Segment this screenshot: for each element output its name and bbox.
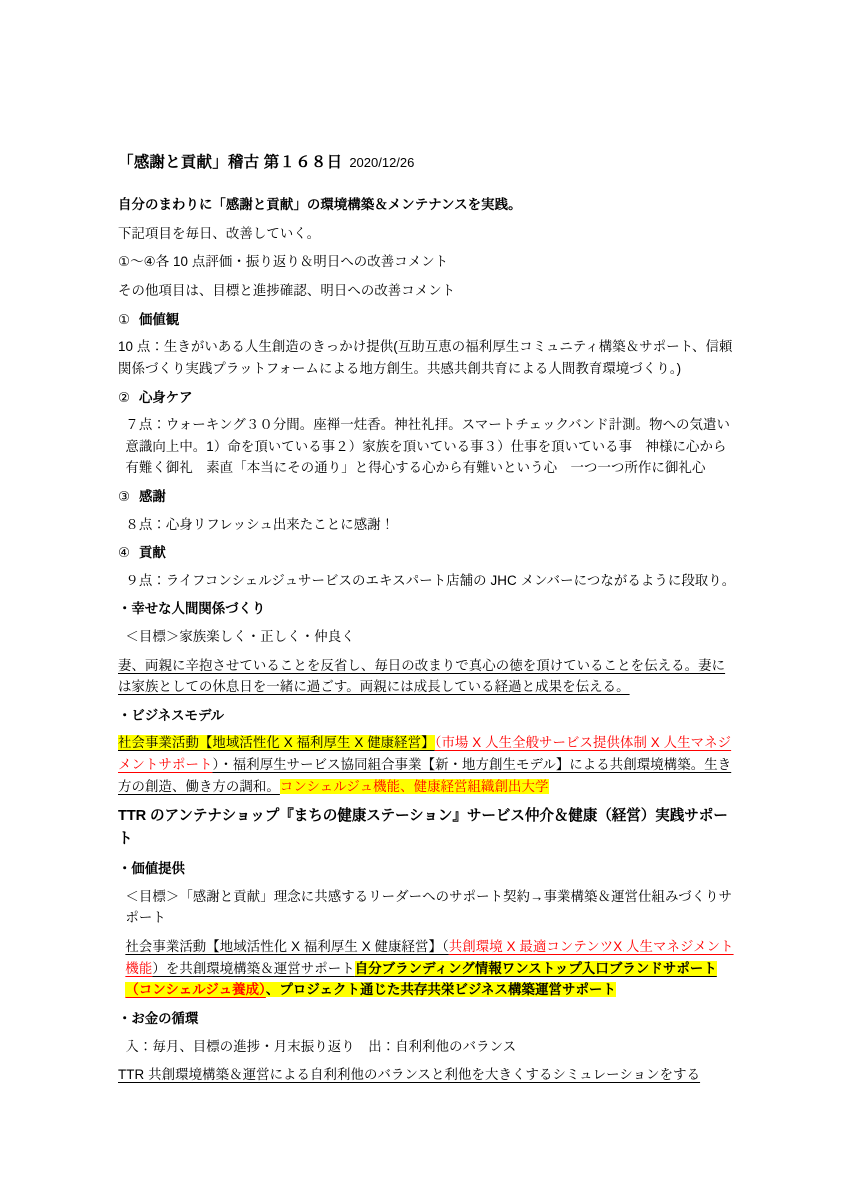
- business-model-highlight-tail: コンシェルジュ機能、健康経営組織創出大学: [279, 778, 549, 794]
- document-body: [118, 152, 738, 1093]
- item-2-marker: ②: [118, 389, 131, 405]
- section-heading-business-model: ・ビジネスモデル: [118, 707, 225, 723]
- ttr-antenna-shop-line: TTR のアンテナショップ『まちの健康ステーション』サービス仲介＆健康（経営）実践サポート: [118, 807, 728, 847]
- business-model-body: [118, 732, 738, 797]
- business-model-highlight-lead: 社会事業活動【地域活性化 X 福利厚生 X 健康経営】: [118, 735, 435, 751]
- value-offer-body: [118, 936, 738, 1001]
- money-line-2: TTR 共創環境構築＆運営による自利利他のバランスと利他を大きくするシミュレーションをする: [118, 1067, 701, 1083]
- value-offer-goal: ＜目標＞「感謝と貢献」理念に共感するリーダーへのサポート契約→事業構築＆運営仕組みづくりサポート: [125, 888, 733, 926]
- item-2-body: ７点：ウォーキング３０分間。座禅一炷香。神社礼拝。スマートチェックバンド計測。物への気遣い意識向上中。1）命を頂いている事２）家族を頂いている事３）仕事を頂いている事 神様に心から有難く御礼 素直「本当にその通り」と得心する心から有難いという心 一つ一つ所作に御礼心: [125, 417, 731, 476]
- section-heading-relations: ・幸せな人間関係づくり: [118, 601, 266, 617]
- item-4-body: ９点：ライフコンシェルジュサービスのエキスパート店舗の JHC メンバーにつながるように段取り。: [125, 572, 736, 588]
- business-model-red-text: （市場 X 人生全般サービス提供体制 X 人生マネジメントサポート: [118, 735, 732, 773]
- item-3-marker: ③: [118, 489, 131, 505]
- intro-line-2: ①～④各 10 点評価・振り返り＆明日への改善コメント: [118, 254, 449, 270]
- item-3-heading: [118, 486, 738, 507]
- value-offer-black-lead: 社会事業活動【地域活性化 X 福利厚生 X 健康経営】（: [125, 939, 449, 955]
- section-heading-value-offer: ・価値提供: [118, 861, 185, 877]
- intro-line-1: 下記項目を毎日、改善していく。: [118, 225, 321, 241]
- document-title-line: [118, 152, 738, 174]
- value-offer-highlight-bold-1: 自分ブランディング情報ワンストップ入口ブランドサポート: [354, 960, 717, 976]
- page-title: 「感謝と貢献」稽古 第１６８日: [118, 154, 343, 171]
- section-heading-money-circulation: ・お金の循環: [118, 1011, 199, 1027]
- value-offer-black-mid: ）を共創環境構築＆運営サポート: [152, 960, 355, 976]
- value-offer-red-mid: 共創環境 X 最適コンテンツX 人生マネジメント機能: [125, 939, 734, 976]
- item-1-marker: ①: [118, 311, 131, 327]
- item-4-marker: ④: [118, 545, 131, 561]
- item-2-heading: [118, 387, 738, 408]
- item-3-body: ８点：心身リフレッシュ出来たことに感謝！: [125, 516, 395, 532]
- item-3-label: 感謝: [139, 489, 166, 505]
- item-1-body: 10 点：生きがいある人生創造のきっかけ提供(互助互恵の福利厚生コミュニティ構築＆サポート、信頼関係づくり実践プラットフォームによる地方創生。共感共創共育による人間教育環境づくり。): [118, 339, 733, 376]
- value-offer-highlight-bold-2: 、プロジェクト通じた共存共栄ビジネス構築運営サポート: [265, 982, 616, 998]
- item-2-label: 心身ケア: [139, 389, 193, 405]
- item-4-label: 貢献: [139, 545, 166, 561]
- intro-line-3: その他項目は、目標と進捗確認、明日への改善コメント: [118, 283, 456, 299]
- item-1-label: 価値観: [139, 311, 180, 327]
- business-model-rest-text: ）・福利厚生サービス協同組合事業【新・地方創生モデル】による共創環境構築。生き方の創造、働き方の調和。: [118, 757, 732, 794]
- item-1-heading: [118, 309, 738, 330]
- relations-goal: ＜目標＞家族楽しく・正しく・仲良く: [125, 628, 355, 644]
- relations-underlined-text: 妻、両親に辛抱させていることを反省し、毎日の改まりで真心の徳を頂けていることを伝える。妻には家族としての休息日を一緒に過ごす。両親には成長している経過と成果を伝える。: [118, 657, 726, 695]
- intro-headline: 自分のまわりに「感謝と貢献」の環境構築＆メンテナンスを実践。: [118, 196, 522, 212]
- item-4-heading: [118, 542, 738, 563]
- money-line-1: 入：毎月、目標の進捗・月末振り返り 出：自利利他のバランス: [125, 1038, 517, 1054]
- document-date: 2020/12/26: [349, 155, 415, 170]
- value-offer-highlight-bold-red: （コンシェルジュ養成）: [125, 982, 266, 998]
